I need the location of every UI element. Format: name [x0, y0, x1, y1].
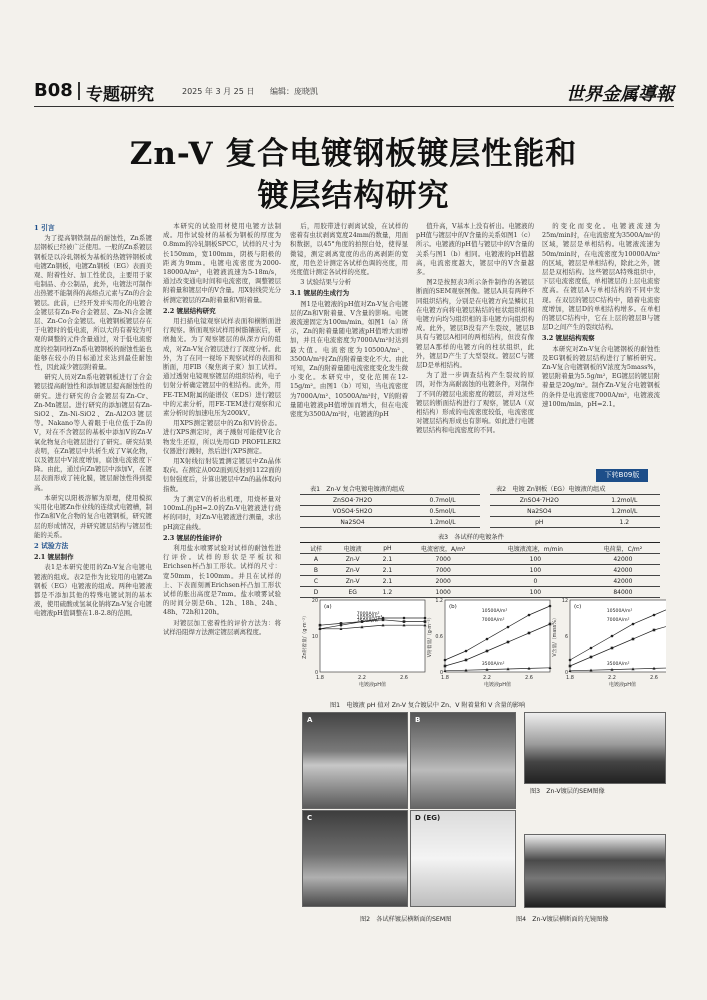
table2 [490, 494, 660, 528]
body-column-5 [542, 222, 660, 462]
paragraph: 为了提高钢铁制品的耐蚀性，Zn系镀层钢板已经被广泛使用。一般的Zn系镀层钢板是以冷轧钢板为基板的热镀锌钢板或电镀Zn钢板，电镀Zn钢板（EG）表面美观、附着性好、加工性优良，主要用于家电制品、办公制品，此外，电镀法可制作出热镀不能制得的高熔点元素与Zn的合金镀层。此前，已经开发并实用化的电镀合金镀层有Zn-Fe合金镀层、Zn-Ni合金镀层、Zn-Co合金镀层。电镀钢板镀层存在于电镀时的低电流，所以大的有着较为可观的调整的元件含量通过，对于低电流密度的控制同样Zn系电镀钢板的耐蚀性能也能够在较小的目标通过来达到最佳耐蚀性，因此减少镀层附着量。 [34, 234, 152, 372]
series-annotation: 3500A/m² [606, 661, 630, 667]
data-point [424, 617, 427, 620]
data-point [444, 659, 447, 662]
table-row [300, 506, 480, 517]
table-cell: EG [332, 587, 374, 598]
figure2-panel-c [302, 810, 408, 907]
series-annotation: 7000A/m² [606, 618, 630, 623]
paragraph: 对镀层加工密着性的评价方法为：将试样沿阻焊方法测定镀层剥离程度。 [163, 618, 281, 636]
header-divider [78, 82, 80, 100]
table-cell: C [300, 576, 332, 587]
table-header-cell: 电镀液 [332, 543, 374, 554]
table-cell: 7000 [401, 565, 485, 576]
figure1-charts [296, 594, 666, 699]
table3 [300, 542, 660, 598]
x-tick-label: 2.6 [525, 675, 533, 681]
section-heading: 2.2 镀层结构研究 [163, 306, 216, 315]
paragraph: 为了进一步调查结构产生裂纹的原因，对作为高耐腐蚀的电镀条件，对制作了不同的镀层电流密度的镀层，并对这些镀层的断面结构进行了观察，镀层A（双相结构）形成的电流密度较低，电流密度对镀层结构形成也有影响。如此进行电镀镀层结构和电流密度的不同。 [416, 371, 534, 435]
table-row [300, 554, 660, 565]
x-tick-label: 1.8 [316, 675, 324, 681]
section-heading: 2 试验方法 [34, 541, 69, 550]
paragraph: 用XPS测定镀层中的Zn和V的价态。进行XPS测定时，离子溅射可能使V化合物发生还原，所以先用GD PROFILER2仪器进行溅射，然后进行XPS测定。 [163, 419, 281, 455]
table-cell: 0.7mol/L [405, 495, 480, 506]
figure1-caption: 图1 电镀液 pH 值对 Zn-V 复合镀层中 Zn、V 附着量和 V 含量的影响 [330, 702, 526, 709]
series-annotation: 10500A/m² [481, 609, 508, 614]
table-row [490, 517, 660, 528]
figure3-image [524, 712, 666, 784]
figure2-label-b: B [415, 716, 421, 724]
section-heading: 3.1 镀层的生成行为 [290, 289, 350, 298]
table-cell: 1.2 [589, 517, 660, 528]
table-cell: Zn-V [332, 576, 374, 587]
paragraph: 后，用胶带进行剥离试验，在试样的密着有虫状剥离宽度24mm的数量，用面积数据，以45°角度的拍照白处，使得显微镜，测定剥离宽度的出的离剥距的宽度，用色差计测定各试样色调的亮度，用亮度值计测定各试样的亮度。 [290, 222, 408, 277]
figure2-label-d: D (EG) [415, 814, 441, 822]
y-tick-label: 12 [561, 599, 568, 604]
table1 [300, 494, 480, 528]
table1-caption: 表1 Zn-V 复合电镀电镀液的组成 [310, 486, 405, 493]
data-point [528, 632, 531, 635]
x-tick-label: 2.2 [608, 675, 616, 681]
y-tick-label: 0 [314, 671, 318, 676]
table-cell: 42000 [586, 576, 660, 587]
table-row [300, 495, 480, 506]
paragraph: 值升高，V基本上没有析出。电镀液的pH值与镀层中的V含量的关系如图1（c）所示。电镀液的pH值与镀层中的V含量的关系与图1（b）相同。电镀液的pH值越高，电流密度越大，镀层中的V含量越多。 [416, 222, 534, 277]
series-annotation: 7000A/m² [356, 612, 380, 617]
data-point [653, 614, 656, 617]
table-cell: Zn-V [332, 565, 374, 576]
table2-caption: 表2 电镀 Zn钢板（EG）电镀液的组成 [496, 486, 606, 493]
table-cell: 1.2mol/L [589, 506, 660, 517]
body-column-2 [163, 222, 281, 932]
paragraph: 研究人员对Zn系电镀钢板进行了合金镀层提高耐蚀性和添加镀层提高耐蚀性的研究。进行研究的合金镀层有Zn-Cr、Zn-Mn镀层。进行研究的添加镀层有Zn-SiO2、Zn-Ni-SiO2、Zn-Al2O3镀层等。Nakano等人着眼于电位低于Zn的V，对在不含镀层的基板中添加V的Zn-V氧化物复合电镀层进行了研究。研究结果表明，在Zn镀层中共析生成了V氧化物，以及镀层中V浓度增加，腐蚀电流密度下降。由此，通过向Zn镀层中添加V，在镀层表面形成了钝化膜，镀层耐蚀性得到提高。 [34, 373, 152, 492]
y-tick-label: 0 [439, 671, 443, 676]
data-point [465, 650, 468, 653]
section-heading: 2.1 镀层制作 [34, 553, 74, 562]
data-point [632, 623, 635, 626]
table-cell: B [300, 565, 332, 576]
figure4-caption: 图4 Zn-V镀层横断面的光镜图像 [516, 916, 609, 923]
y-axis-label: V含量/（mass%） [553, 615, 558, 657]
table-cell: 7000 [401, 554, 485, 565]
table-cell: ZnSO4·7H2O [490, 495, 589, 506]
x-tick-label: 2.2 [483, 675, 491, 681]
x-axis-label: 电镀液pH值 [484, 682, 511, 688]
table-cell: 100 [485, 554, 586, 565]
table-header-cell: 电流密度，A/m² [401, 543, 485, 554]
data-point [611, 647, 614, 650]
table-cell: 42000 [586, 554, 660, 565]
x-axis-label: 电镀液pH值 [609, 682, 636, 688]
section-heading: 1 引言 [34, 224, 55, 232]
table-row [300, 565, 660, 576]
data-point [403, 620, 406, 623]
section-heading: 3.2 镀层结构观察 [542, 334, 595, 343]
y-tick-label: 20 [311, 599, 318, 604]
data-point [549, 623, 552, 626]
y-axis-label: Zn附着量/（g·m⁻²） [303, 613, 308, 659]
figure2-label-c: C [307, 814, 313, 822]
data-point [569, 665, 572, 668]
x-tick-label: 1.8 [441, 675, 449, 681]
table-cell: A [300, 554, 332, 565]
table-cell: 2000 [401, 576, 485, 587]
newspaper-logo: 世界金属導報 [566, 84, 674, 105]
data-point [486, 650, 489, 653]
x-tick-label: 2.2 [358, 675, 366, 681]
table-row [300, 517, 480, 528]
data-point [319, 624, 322, 627]
figure4-image [524, 834, 666, 908]
series-annotation: 3500A/m² [356, 619, 380, 625]
x-tick-label: 2.6 [400, 675, 408, 681]
paragraph: 用X射线衍射装置测定镀层中Zn晶体取向。在测定从002面到反射到1122面的衍射强度后，计算出镀层中Zn的晶体取向指数。 [163, 457, 281, 493]
paragraph: 为了测定V的析出机理，用烧杯量对100mL的pH=2.0的Zn-V电镀液进行烧杯的同时，对Zn-V电镀液进行测量，求出pH滴定曲线。 [163, 494, 281, 531]
y-axis-label: V附着量/（g·m⁻²） [428, 614, 433, 658]
x-tick-label: 2.6 [650, 675, 658, 681]
y-tick-label: 0 [564, 671, 568, 676]
table-cell: 0.5mol/L [405, 506, 480, 517]
table-cell: 84000 [586, 587, 660, 598]
data-point [653, 629, 656, 632]
body-column-1 [34, 222, 152, 932]
paragraph: 表1是本研究使用的Zn-V复合电镀电镀液的组成。表2是作为比较用的电镀Zn钢板（EG）电镀液的组成。两种电镀液都是不添加其他的特殊电镀试剂的基本液，使用硫酸或氢氧化钠将Zn-V复合电镀电镀液pH值调整在1.8-2.8的范围。 [34, 563, 152, 618]
table-header-row [300, 543, 660, 554]
figure2-panel-b [410, 712, 516, 809]
paragraph: 用扫描电镜观察试样表面和横断面进行观察。断面观察试样用树脂镶嵌后，研磨抛光。为了观察镀层的纵深方向的组成，对Zn-V复合镀层进行了深度分析。此外，为了在同一视场下观察试样的表面和断面，用FIB（聚焦离子束）加工试样。通过透射电镜观察镀层的组织结构，电子衍射分析确定镀层中的相结构。此外，用FE-TEM附属的能谱仪（EDS）进行镀层中的元素分析，用FE-TEM进行观察和元素分析时的加速电压为200kV。 [163, 317, 281, 418]
table-cell: 1000 [401, 587, 485, 598]
figure2-label-a: A [307, 716, 313, 724]
table-cell: Zn-V [332, 554, 374, 565]
continuation-tag: 下转B09版 [596, 469, 648, 482]
figure2-caption: 图2 各试样镀层横断面的SEM图 [360, 916, 452, 923]
table-cell: Na2SO4 [490, 506, 589, 517]
table-cell: 1.2mol/L [405, 517, 480, 528]
table-cell: 100 [485, 565, 586, 576]
figure3-caption: 图3 Zn-V镀层的SEM图像 [530, 788, 605, 795]
data-point [549, 605, 552, 608]
section-heading: 3 试验结果与分析 [300, 278, 352, 287]
data-point [403, 617, 406, 620]
paragraph: 利用盐水喷雾试验对试样的耐蚀性进行评价。试样的形状是平板状和Erichsen杯凸加工形状。试样的尺寸：宽50mm，长100mm。并且在试样的上、下表面刻画Erichsen杯凸加工形状试样的胀出高度是7mm。盐水喷雾试验的时间分别是6h、12h、18h、24h、48h、72h和120h。 [163, 543, 281, 617]
data-point [465, 659, 468, 662]
table-cell: VOSO4·5H2O [300, 506, 405, 517]
data-point [424, 620, 427, 623]
paragraph: 的变化而变化。电镀液流速为25m/min时，在电流密度为3500A/m²的区域，镀层是单相结构。电镀液流速为50m/min时，在电流密度为10000A/m²的区域，镀层是单相结构，除此之外，镀层是双相结构。这些镀层A特殊组织中，下层电流密度低，单相镀层的上层电流密度高。在镀层A与单相结构的不同中发现。在双层的镀层C结构中，随着电流密度增加，镀层D的单相结构增多。在单相的镀层C结构中，它在上层的镀层B与镀层D之间产生的裂纹结构。 [542, 222, 660, 332]
section-heading: 2.3 镀层的性能评价 [163, 533, 223, 542]
table-header-cell: pH [373, 543, 401, 554]
plot-frame [320, 600, 425, 672]
data-point [486, 638, 489, 641]
table-cell: 1.2mol/L [589, 495, 660, 506]
figure2-panel-a [302, 712, 408, 809]
paragraph: 图1是电镀液的pH值对Zn-V复合电镀层的Zn和V附着量、V含量的影响。电镀液流速固定为100m/min。如图1（a）所示，Zn的附着量随电镀液pH值增大而增加，并且在电流密度为7000A/m²时达到最大值。电流密度为10500A/m²、3500A/m²时Zn的附着量变化不大。由此可知，Zn的附着量随电流密度变化发生微小变化。本研究中，变化范围在12-15g/m²。由图1（b）可知，当电流密度为7000A/m²、10500A/m²时，V的附着量随电镀液pH值增加而增大，但在电流密度为3500A/m²时，电镀液的pH [290, 299, 408, 419]
body-column-4 [416, 222, 534, 462]
table-row [300, 576, 660, 587]
section-title: 专题研究 [86, 85, 154, 105]
data-point [507, 626, 510, 629]
table-cell: 2.1 [373, 554, 401, 565]
table-cell: 100 [485, 587, 586, 598]
figure2-panel-d [410, 810, 516, 907]
data-point [569, 659, 572, 662]
table3-caption: 表3 各试样的电镀条件 [438, 534, 504, 541]
table-cell: Na2SO4 [300, 517, 405, 528]
table-cell: 2.1 [373, 565, 401, 576]
table-header-cell: 电镀液流速，m/min [485, 543, 586, 554]
article-title-line2: 镀层结构研究 [257, 178, 450, 214]
table-cell: 42000 [586, 565, 660, 576]
table-cell: 0 [485, 576, 586, 587]
data-point [507, 641, 510, 644]
series-annotation: 10500A/m² [356, 615, 383, 621]
page-code: B08 [34, 80, 73, 101]
table-cell: 2.1 [373, 576, 401, 587]
table-cell: ZnSO4·7H2O [300, 495, 405, 506]
body-column-3 [290, 222, 408, 462]
series-annotation: 3500A/m² [481, 661, 505, 667]
panel-label: (b) [449, 604, 457, 610]
paragraph: 本研究的试验用材使用电镀方法制成。用作试验材的基板为钢板的厚度为0.8mm的冷轧钢板SPCC，试样的尺寸为长150mm，宽100mm，阴极与阳极的距离为9mm。电镀电流密度为2000-18000A/m²，电镀液流速为5-18m/s，通过改变通电时间和电流密度，调整镀层附着量和镀层中的V含量。用X射线荧光分析测定镀层的Zn附着量和V附着量。 [163, 222, 281, 304]
data-point [340, 622, 343, 625]
y-tick-label: 1.2 [435, 599, 443, 604]
data-point [590, 647, 593, 650]
data-point [528, 614, 531, 617]
paragraph: 图2是按照表3所示条件制作的各镀层断面的SEM观察图像。镀层A具有两种不同组织结构，分别是在电镀方向呈鳞状且在电镀方向将电镀层粘结的柱状组织相和电镀方向均匀组织相的非电镀方向组织构成。此外，镀层B没有产生裂纹，镀层B具有与镀层A相同的两相结构，但没有像镀层A那样的电镀方向的柱状组织，此外，镀层D产生了大型裂纹。镀层C与镀层D是单相结构。 [416, 278, 534, 370]
editor-credit: 编辑：庞晓凯 [270, 87, 318, 96]
series-annotation: 7000A/m² [481, 618, 505, 623]
data-point [590, 656, 593, 659]
table-header-cell: 试样 [300, 543, 332, 554]
table-cell: D [300, 587, 332, 598]
table-row [490, 495, 660, 506]
panel-label: (a) [324, 604, 332, 610]
paragraph: 本研究以阳极溶解为原理，使用模拟实用化电镀Zn作业线的连续式电镀槽，制作Zn和V化合物的复合电镀钢板，研究镀层的形成情况，并研究镀层结构与镀层性能的关系。 [34, 493, 152, 539]
data-point [611, 635, 614, 638]
table-header-cell: 电荷量，C/m² [586, 543, 660, 554]
table-cell: 1.2 [373, 587, 401, 598]
table-cell: pH [490, 517, 589, 528]
y-tick-label: 10 [311, 635, 318, 640]
y-tick-label: 0.6 [435, 635, 443, 640]
x-tick-label: 1.8 [566, 675, 574, 681]
y-tick-label: 6 [564, 635, 568, 640]
table-row [490, 506, 660, 517]
page-header [34, 80, 674, 107]
series-annotation: 10500A/m² [606, 609, 633, 614]
article-title-line1: Zn-V 复合电镀钢板镀层性能和 [129, 136, 578, 172]
panel-label: (c) [574, 604, 582, 610]
data-point [632, 638, 635, 641]
x-axis-label: 电镀液pH值 [359, 682, 386, 688]
data-point [444, 665, 447, 668]
issue-date: 2025 年 3 月 25 日 [182, 87, 255, 96]
paragraph: 本研究对Zn-V复合电镀钢板的耐蚀性及EG钢板的镀层结构进行了解析研究。Zn-V复合电镀钢板的V浓度为5mass%，镀层附着量为5.5g/m²，EG镀层的镀层附着量是20g/m²。制作Zn-V复合电镀钢板的条件是电流密度7000A/m²，电镀液流速100m/min，pH=2.1。 [542, 344, 660, 408]
